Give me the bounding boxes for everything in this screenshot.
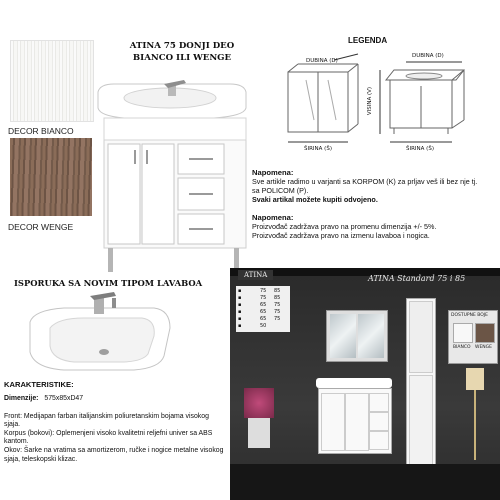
specs-dim-label: Dimenzije: — [4, 395, 39, 402]
ad-cell: 75 — [274, 302, 281, 308]
ad-basin — [316, 378, 392, 388]
ad-base-cabinet — [318, 388, 392, 454]
ad-cell: 75 — [260, 288, 267, 294]
ad-color-swatch-wenge — [475, 323, 495, 343]
ad-cell: 50 — [260, 323, 267, 329]
ad-drawer-1 — [369, 393, 389, 412]
legend-right-sirina: ŠIRINA (Š) — [406, 146, 434, 152]
ad-tall-door-top — [409, 301, 433, 373]
ad-color-box — [448, 310, 498, 364]
ad-cell: 75 — [274, 309, 281, 315]
ad-lamp-stand — [474, 390, 476, 460]
ad-cell: 65 — [260, 316, 267, 322]
specs-korpus: Korpus (bokovi): Oplemenjeni visoko kvalitetni reljefni univer sa ABS kantom. — [4, 429, 213, 446]
legend-right-dubina: DUBINA (D) — [412, 53, 444, 59]
atina-ad-panel — [230, 268, 500, 500]
decor-bianco-label: DECOR BIANCO — [8, 126, 74, 136]
sink-drawing — [24, 292, 174, 376]
ad-table-row: ▪ 75 85 — [238, 295, 288, 302]
ad-base-door-2 — [345, 393, 369, 451]
specs-front: Front: Medijapan farban italijanskim poliuretanskim bojama visokog sjaja. — [4, 412, 209, 429]
legend-right-visina: VISINA (V) — [367, 86, 374, 116]
ad-vase — [248, 418, 270, 448]
ad-title: ATINA Standard 75 i 85 — [368, 274, 466, 283]
specs-block — [4, 380, 226, 464]
ad-table-row: ▪ 65 75 — [238, 316, 288, 323]
ad-colors-label: DOSTUPNE BOJE — [451, 313, 488, 318]
ad-color-1-label: BIANCO — [453, 345, 471, 350]
title-line-2: BIANCO ILI WENGE — [132, 53, 232, 63]
legend-left-sirina: ŠIRINA (Š) — [304, 146, 332, 152]
note-line-3: Svaki artikal možete kupiti odvojeno. — [252, 195, 378, 205]
legend-diagrams — [278, 50, 498, 160]
ad-drawer-2 — [369, 412, 389, 431]
ad-tall-cabinet — [406, 298, 436, 470]
ad-cell — [274, 323, 288, 330]
ad-spec-table — [236, 286, 290, 332]
specs-dimensions — [4, 395, 226, 404]
ad-cell: 85 — [274, 288, 281, 294]
notes-block — [252, 168, 498, 240]
ad-table-row: ▪ 65 75 — [238, 302, 288, 309]
note-heading-1: Napomena: — [252, 168, 294, 177]
ad-base-door-1 — [321, 393, 345, 451]
ad-flower — [244, 388, 274, 418]
note-line-1: Sve artikle radimo u varjanti sa KORPOM (K) za prljav veš ili bez nje tj. — [252, 177, 478, 186]
title-line-1: ATINA 75 DONJI DEO — [129, 41, 235, 51]
ad-floor — [230, 464, 500, 500]
ad-brand: ATINA — [238, 270, 273, 280]
cabinet-drawing — [94, 80, 250, 276]
ad-cell: 65 — [260, 309, 267, 315]
note-line-4: Proizvođač zadržava pravo na promenu dimenzija +/- 5%. — [252, 221, 437, 231]
ad-cell: 85 — [274, 295, 281, 301]
specs-okov: Okov: Šarke na vratima sa amortizerom, ručke i nogice metalne visokog sjaja, teleskopski klizac. — [4, 446, 224, 463]
ad-color-swatch-bianco — [453, 323, 473, 343]
ad-color-2-label: WENGE — [475, 345, 492, 350]
decor-wenge-swatch — [10, 138, 92, 216]
ad-mirror-right — [358, 314, 384, 358]
cabinet-illustration — [94, 80, 250, 276]
ad-cell: 65 — [260, 302, 267, 308]
ad-mirror-left — [330, 314, 356, 358]
ad-mirror-cabinet — [326, 310, 388, 362]
ad-table-row: ▪ 65 75 — [238, 309, 288, 316]
legend-left-dubina: DUBINA (D) — [306, 58, 338, 64]
product-title — [112, 40, 252, 64]
specs-dim-value: 575x85xD47 — [44, 395, 84, 402]
ad-table-row: ▪ 75 85 — [238, 288, 288, 295]
specs-heading: KARAKTERISTIKE: — [4, 380, 74, 389]
decor-wenge-label: DECOR WENGE — [8, 222, 74, 232]
decor-bianco-swatch — [10, 40, 94, 122]
isporuka-heading: ISPORUKA SA NOVIM TIPOM LAVABOA — [14, 278, 203, 288]
ad-cell: 75 — [274, 316, 281, 322]
note-line-5: Proizvođač zadržava pravo na izmenu lavaboa i nogica. — [252, 230, 430, 240]
note-heading-2: Napomena: — [252, 212, 294, 222]
legenda-heading: LEGENDA — [348, 36, 388, 45]
note-line-2: sa POLICOM (P). — [252, 186, 309, 196]
ad-lamp-shade — [466, 368, 484, 390]
ad-drawer-3 — [369, 431, 389, 450]
legend-drawing — [278, 50, 498, 160]
ad-tall-door-bottom — [409, 375, 433, 467]
sink-illustration — [24, 292, 174, 376]
ad-table-row: ▪ 50 — [238, 323, 288, 330]
ad-cell: 75 — [260, 295, 267, 301]
